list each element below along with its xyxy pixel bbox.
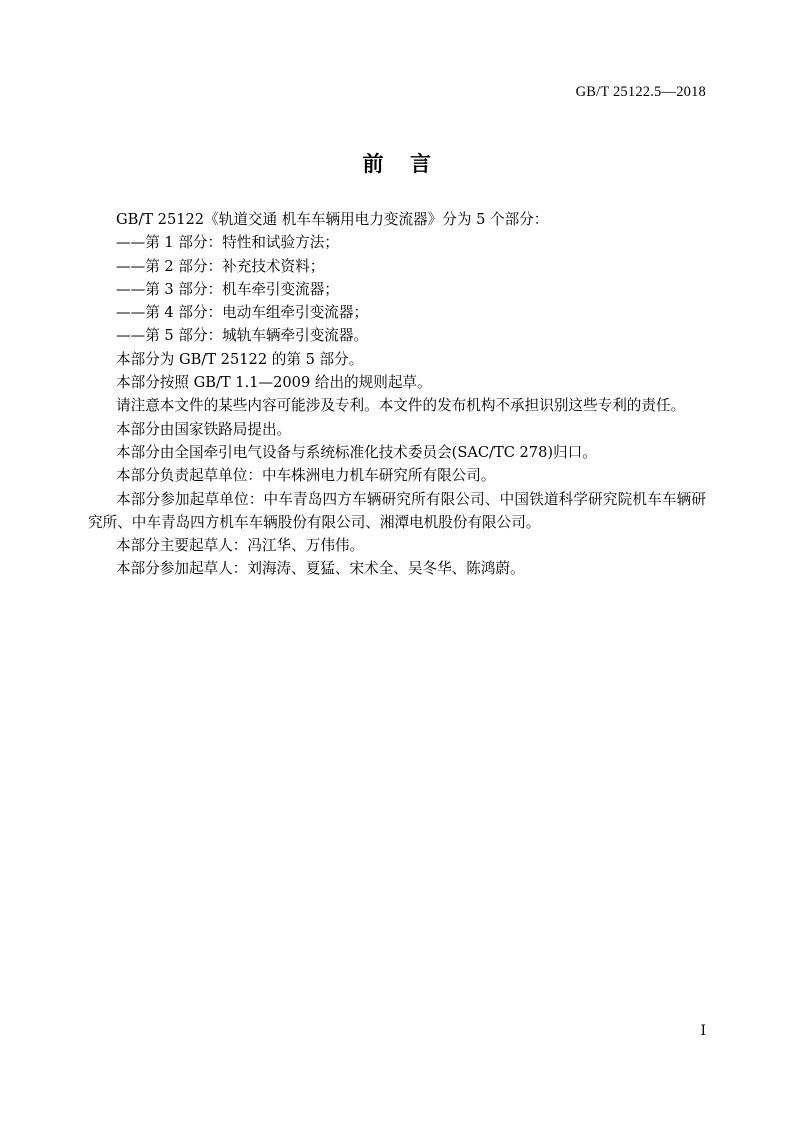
paragraph-drafting-rule: 本部分按照 GB/T 1.1—2009 给出的规则起草。 <box>116 374 432 392</box>
paragraph-main-drafters: 本部分主要起草人：冯江华、万伟伟。 <box>116 537 365 555</box>
list-item-part-5: ——第 5 部分：城轨车辆牵引变流器。 <box>116 327 369 345</box>
list-item-part-4: ——第 4 部分：电动车组牵引变流器； <box>116 304 369 322</box>
list-item-part-2: ——第 2 部分：补充技术资料； <box>116 257 325 275</box>
standard-number-header: GB/T 25122.5—2018 <box>575 84 706 100</box>
page-title-right: 言 <box>410 152 432 176</box>
paragraph-patent-notice: 请注意本文件的某些内容可能涉及专利。本文件的发布机构不承担识别这些专利的责任。 <box>116 397 686 415</box>
paragraph-proposer: 本部分由国家铁路局提出。 <box>116 420 292 438</box>
page-title <box>0 148 794 178</box>
paragraph-intro: GB/T 25122《轨道交通 机车车辆用电力变流器》分为 5 个部分： <box>116 211 549 228</box>
page-number: Ⅰ <box>700 1023 706 1038</box>
foreword-body <box>88 208 706 581</box>
page-title-left: 前 <box>362 152 384 176</box>
paragraph-scope: 本部分为 GB/T 25122 的第 5 部分。 <box>116 350 364 368</box>
list-item-part-3: ——第 3 部分：机车牵引变流器； <box>116 280 339 298</box>
paragraph-participating-drafters: 本部分参加起草人：刘海涛、夏猛、宋术全、吴冬华、陈鸿蔚。 <box>116 560 525 578</box>
paragraph-responsible-organization: 本部分负责起草单位：中车株洲电力机车研究所有限公司。 <box>116 467 496 485</box>
paragraph-technical-committee: 本部分由全国牵引电气设备与系统标准化技术委员会(SAC/TC 278)归口。 <box>116 443 597 461</box>
list-item-part-1: ——第 1 部分：特性和试验方法； <box>116 234 339 252</box>
paragraph-participating-organizations: 本部分参加起草单位：中车青岛四方车辆研究所有限公司、中国铁道科学研究院机车车辆研究所、中车青岛四方机车车辆股份有限公司、湘潭电机股份有限公司。 <box>88 490 706 531</box>
